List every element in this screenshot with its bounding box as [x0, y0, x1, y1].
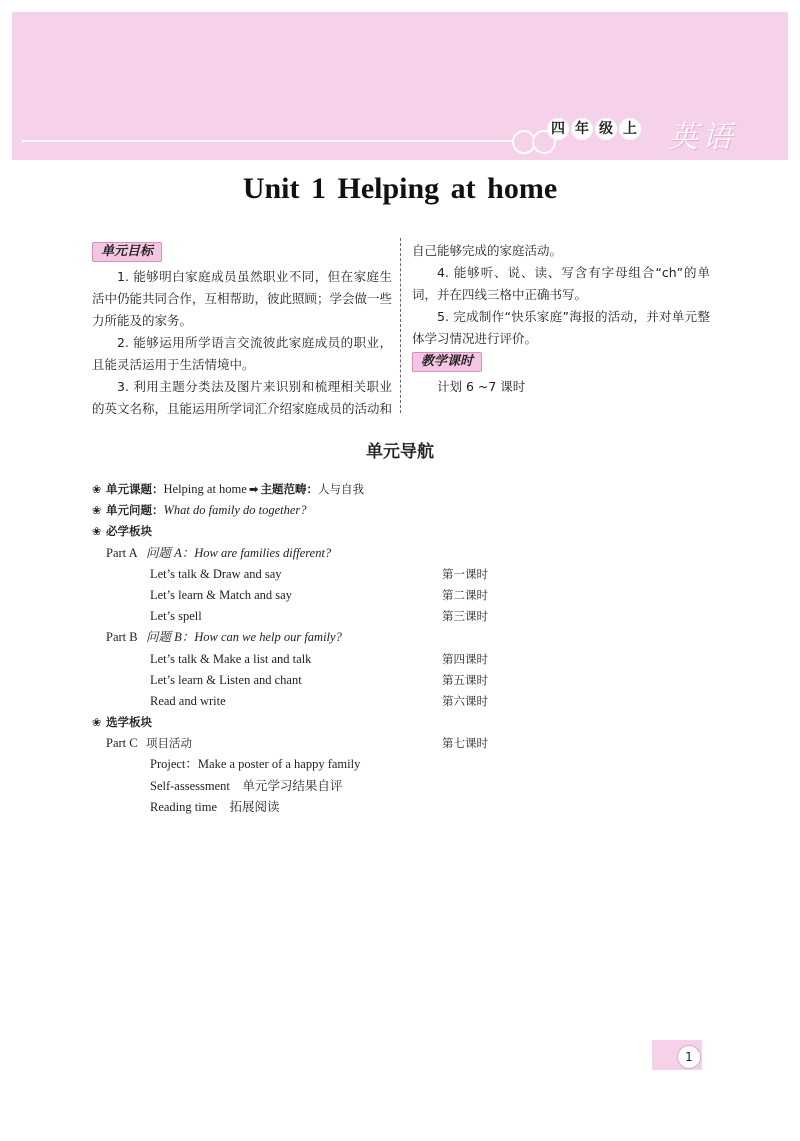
part-a-question: How are families different?: [194, 545, 332, 560]
arrow-right-icon: ➡: [248, 482, 259, 496]
part-c-row: [92, 733, 612, 754]
lesson-row: [92, 585, 612, 606]
subject-logo: 英语: [668, 120, 736, 155]
objective-item: 1. 能够明白家庭成员虽然职业不同，但在家庭生活中仍能共同合作，互相帮助，彼此照顾；学会做一些力所能及的家务。: [92, 269, 393, 328]
lesson-row: [92, 691, 612, 712]
banner-line: [22, 140, 538, 142]
part-b-row: [92, 627, 612, 648]
objective-item: 3. 利用主题分类法及图片来识别和梳理相关职业的英文名称，且能运用所学词汇介绍家庭成员的活动和: [92, 379, 393, 416]
lesson-period: 第四课时: [442, 651, 488, 666]
required-section-row: [92, 521, 612, 542]
grade-char: 四: [547, 118, 569, 140]
lesson-row: [92, 670, 612, 691]
lesson-row: [92, 776, 612, 797]
lesson-period: 第五课时: [442, 672, 488, 687]
lesson-row: [92, 649, 612, 670]
part-c-period: 第七课时: [442, 736, 488, 751]
teaching-hours-text: 计划 6 ~7 课时: [437, 379, 526, 394]
objective-item: 2. 能够运用所学语言交流彼此家庭成员的职业，且能灵活运用于生活情境中。: [92, 335, 392, 372]
grade-char: 级: [595, 118, 617, 140]
lesson-row: [92, 564, 612, 585]
optional-section-row: [92, 712, 612, 733]
lesson-name: Project：Make a poster of a happy family: [150, 757, 361, 772]
objectives-right-column: [412, 240, 710, 398]
lesson-name: Let’s talk & Make a list and talk: [150, 651, 312, 666]
topic-label: 单元课题：: [106, 482, 164, 496]
part-b-label: Part B: [106, 630, 138, 645]
lesson-period: 第六课时: [442, 693, 488, 708]
objective-item: 5. 完成制作“快乐家庭”海报的活动，并对单元整体学习情况进行评价。: [412, 309, 710, 346]
optional-label: 选学板块: [106, 715, 152, 730]
page-number: 1: [677, 1045, 701, 1069]
grade-char: 年: [571, 118, 593, 140]
objectives-heading: 单元目标: [92, 242, 162, 262]
part-c-label: Part C: [106, 736, 138, 751]
flower-bullet-icon: ❀: [92, 504, 102, 518]
flower-bullet-icon: ❀: [92, 525, 102, 539]
objective-item: 4. 能够听、说、读、写含有字母组合“ch”的单词，并在四线三格中正确书写。: [412, 265, 710, 302]
column-divider: [400, 238, 401, 413]
lesson-name: Let’s spell: [150, 609, 202, 624]
unit-title: Unit 1 Helping at home: [242, 172, 558, 205]
objective-continuation: 自己能够完成的家庭活动。: [412, 243, 563, 258]
question-label: 单元问题：: [106, 503, 164, 518]
teaching-hours-heading: 教学课时: [412, 352, 482, 372]
topic-row: [92, 479, 612, 500]
lesson-name: Self-assessment 单元学习结果自评: [150, 778, 343, 793]
theme-label: 主题范畴：: [260, 482, 318, 496]
part-b-question: How can we help our family?: [194, 630, 342, 645]
part-a-row: [92, 543, 612, 564]
required-label: 必学板块: [106, 524, 152, 539]
part-a-label: Part A: [106, 545, 138, 560]
part-b-question-prefix: 问题 B：: [146, 630, 195, 645]
lesson-row: [92, 797, 612, 818]
objectives-left-column: [92, 240, 392, 420]
question-row: [92, 500, 612, 521]
lesson-name: Let’s talk & Draw and say: [150, 566, 282, 581]
lesson-name: Reading time 拓展阅读: [150, 799, 280, 814]
lesson-period: 第二课时: [442, 587, 488, 602]
flower-bullet-icon: ❀: [92, 483, 102, 496]
question-value: What do family do together?: [163, 503, 307, 518]
lesson-name: Let’s learn & Match and say: [150, 587, 292, 602]
part-c-title: 项目活动: [146, 736, 192, 751]
lesson-name: Let’s learn & Listen and chant: [150, 672, 302, 687]
grade-char: 上: [619, 118, 641, 140]
lesson-name: Read and write: [150, 693, 226, 708]
lesson-row: [92, 754, 612, 775]
lesson-row: [92, 606, 612, 627]
theme-value: 人与自我: [317, 482, 364, 496]
navigation-title: 单元导航: [366, 442, 434, 462]
unit-navigation: [92, 479, 612, 818]
flower-bullet-icon: ❀: [92, 716, 102, 730]
topic-value: Helping at home: [163, 482, 247, 496]
part-a-question-prefix: 问题 A：: [146, 545, 195, 560]
grade-label: [547, 118, 641, 140]
lesson-period: 第一课时: [442, 566, 488, 581]
lesson-period: 第三课时: [442, 609, 488, 624]
